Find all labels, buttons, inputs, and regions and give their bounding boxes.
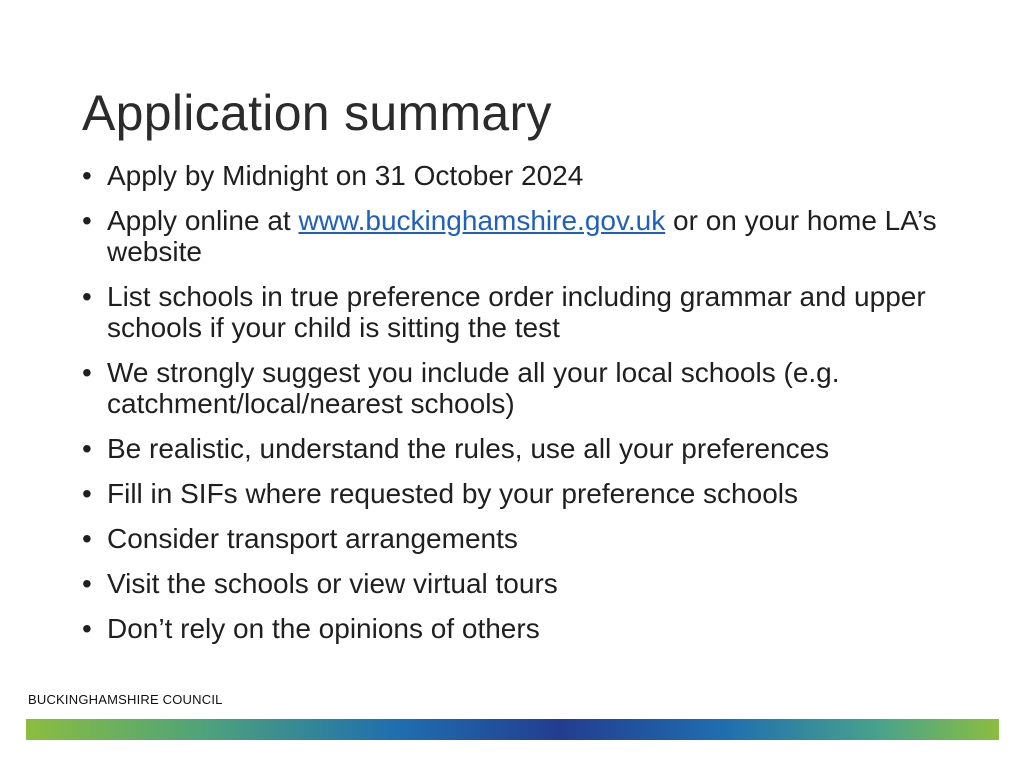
- council-logo-text: BUCKINGHAMSHIRE COUNCIL: [28, 692, 223, 707]
- website-link[interactable]: www.buckinghamshire.gov.uk: [298, 205, 666, 236]
- bullet-text: Apply by Midnight on 31 October 2024: [107, 160, 584, 191]
- bullet-item-visit: [80, 568, 960, 599]
- bullet-item-be-realistic: [80, 433, 960, 464]
- bullet-item-deadline: [80, 160, 960, 191]
- bullet-item-opinions: [80, 613, 960, 644]
- bullet-text: Visit the schools or view virtual tours: [107, 568, 558, 599]
- bullet-item-sifs: [80, 478, 960, 509]
- bullet-item-preference-order: [80, 281, 960, 343]
- bullet-icon: •: [82, 205, 92, 236]
- bullet-text: Be realistic, understand the rules, use all your preferences: [107, 433, 830, 464]
- bullet-text: Don’t rely on the opinions of others: [107, 613, 540, 644]
- bullet-text-before-link: Apply online at: [107, 205, 299, 236]
- bullet-list: [80, 160, 960, 658]
- bullet-text: Fill in SIFs where requested by your preference schools: [107, 478, 798, 509]
- footer-gradient-bar: [26, 719, 999, 740]
- bullet-icon: •: [82, 523, 92, 554]
- bullet-text: We strongly suggest you include all your local schools (e.g. catchment/local/nearest schools): [107, 357, 840, 419]
- bullet-text-after-link: or on your home LA’s website: [107, 205, 937, 267]
- bullet-icon: •: [82, 433, 92, 464]
- bullet-icon: •: [82, 568, 92, 599]
- bullet-icon: •: [82, 357, 92, 388]
- bullet-text: List schools in true preference order including grammar and upper schools if your child is sitting the test: [107, 281, 926, 343]
- bullet-icon: •: [82, 478, 92, 509]
- bullet-item-local-schools: [80, 357, 960, 419]
- bullet-icon: •: [82, 613, 92, 644]
- bullet-item-transport: [80, 523, 960, 554]
- bullet-icon: •: [82, 160, 92, 191]
- bullet-text: Consider transport arrangements: [107, 523, 518, 554]
- bullet-item-apply-online: [80, 205, 960, 267]
- bullet-icon: •: [82, 281, 92, 312]
- slide-title: Application summary: [82, 85, 552, 141]
